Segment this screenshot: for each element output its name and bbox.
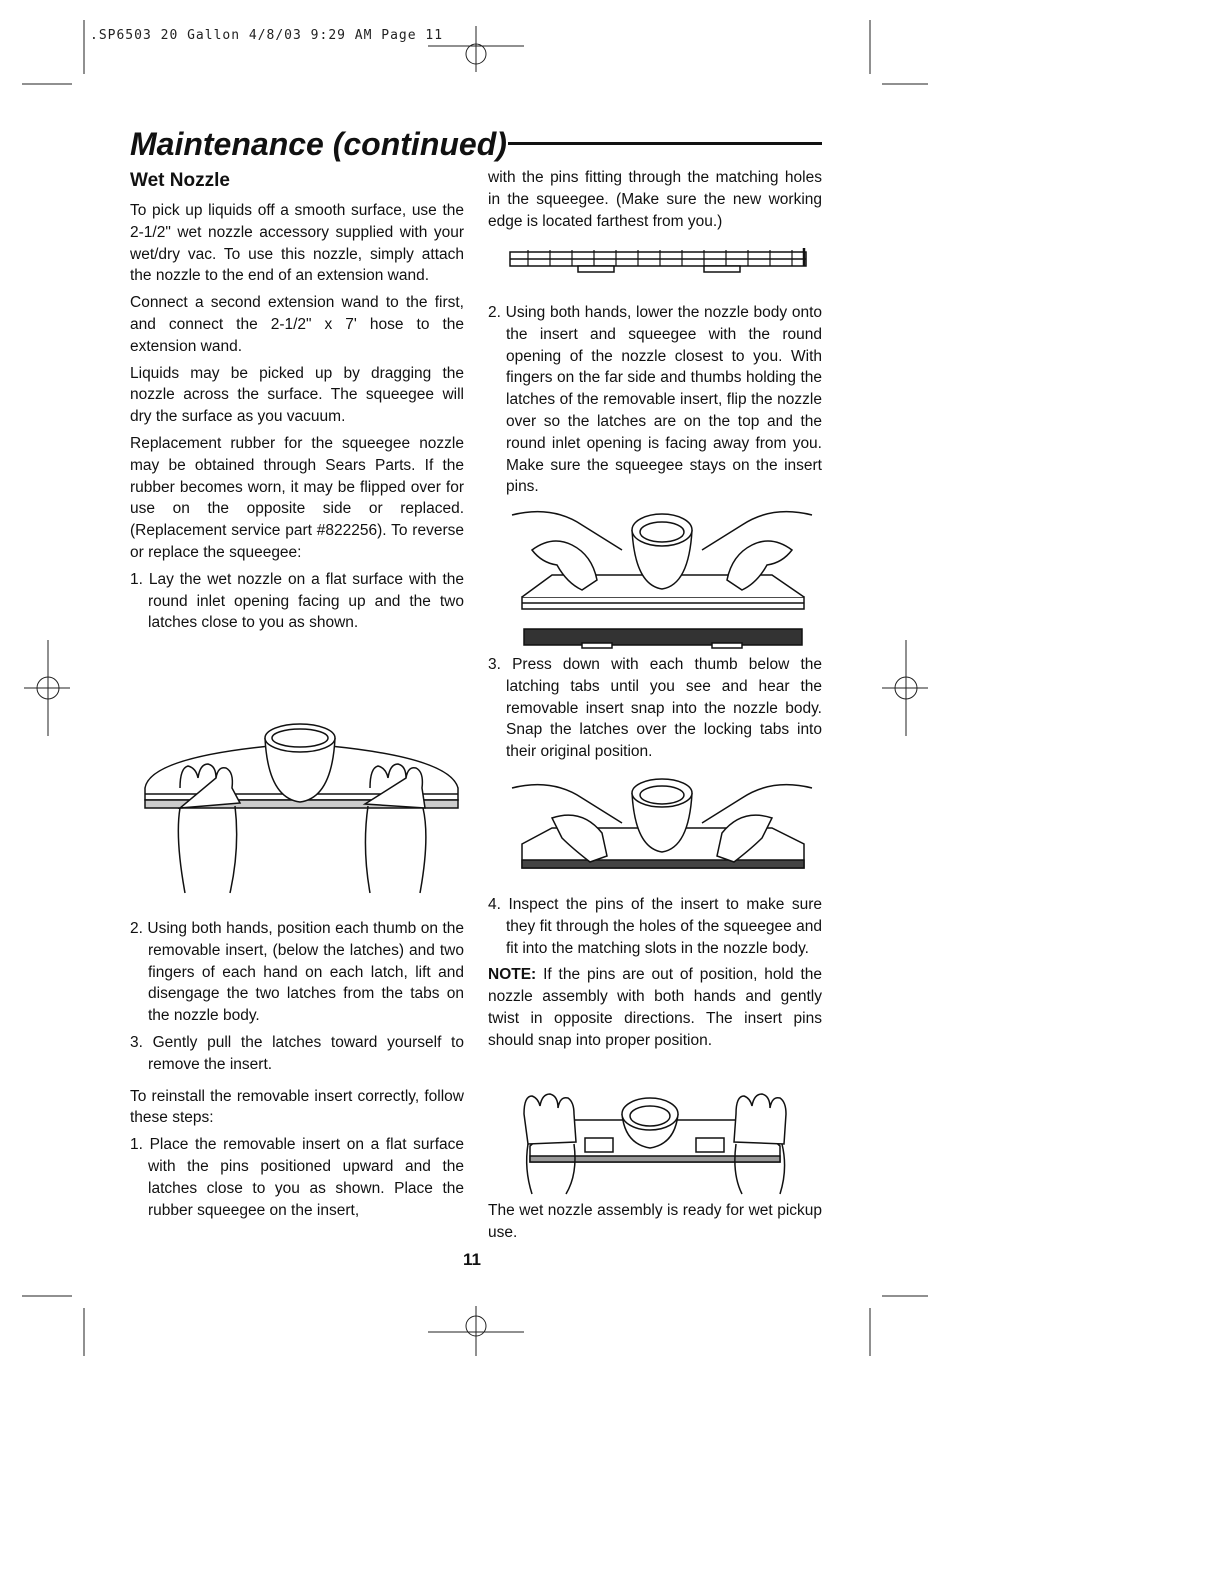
print-slug: .SP6503 20 Gallon 4/8/03 9:29 AM Page 11 xyxy=(90,28,444,43)
right-column-step3 xyxy=(488,654,822,768)
insert-squeegee-figure xyxy=(508,246,808,276)
note-paragraph xyxy=(488,964,822,1051)
step-4-inspect: 4. Inspect the pins of the insert to make sure they fit through the holes of the squeegee and fit into the matching slots in the nozzle body. xyxy=(488,896,822,957)
note-text: If the pins are out of position, hold the nozzle assembly with both hands and gently twist in opposite directions. The insert pins should snap into proper position. xyxy=(488,966,822,1049)
page-title: Maintenance (continued) xyxy=(130,126,507,162)
continuation-paragraph: with the pins fitting through the matching holes in the squeegee. (Make sure the new working edge is located farthest from you.) xyxy=(488,169,822,230)
step-3-pull: 3. Gently pull the latches toward yourself to remove the insert. xyxy=(130,1033,464,1073)
right-column-step2 xyxy=(488,302,822,503)
step-2-lower-nozzle: 2. Using both hands, lower the nozzle body onto the insert and squeegee with the round opening of the nozzle closest to you. With fingers on the far side and thumbs holding the latches of the removable insert, flip the nozzle over so the latches are on the top and the round inlet opening is facing away from you. Make sure the squeegee stays on the insert pins. xyxy=(488,304,822,496)
final-paragraph: The wet nozzle assembly is ready for wet pickup use. xyxy=(488,1202,822,1241)
note-label: NOTE: xyxy=(488,966,537,984)
thumbs-press-figure xyxy=(512,778,812,878)
page-number: 11 xyxy=(463,1250,481,1269)
liquids-paragraph: Liquids may be picked up by dragging the nozzle across the surface. The squeegee will dry the surface as you vacuum. xyxy=(130,364,464,426)
right-column-step4 xyxy=(488,894,822,1057)
section-heading: Wet Nozzle xyxy=(130,170,230,191)
left-column-top xyxy=(130,200,464,639)
intro-paragraph: To pick up liquids off a smooth surface, use the 2-1/2" wet nozzle accessory supplied with your wet/dry vac. To use this nozzle, simply attach the nozzle to the end of an extension wand. xyxy=(130,202,464,285)
reinstall-intro: To reinstall the removable insert correctly, follow these steps: xyxy=(130,1087,464,1127)
right-column-top xyxy=(488,167,822,237)
nozzle-flip-figure xyxy=(512,505,812,650)
reinstall-step-1: 1. Place the removable insert on a flat surface with the pins positioned upward and the latches close to you as shown. Place the rubber squeegee on the insert, xyxy=(130,1136,464,1219)
step-2-latches: 2. Using both hands, position each thumb on the removable insert, (below the latches) and two fingers of each hand on each latch, lift and disengage the two latches from the tabs on the nozzle body. xyxy=(130,920,464,1025)
wet-nozzle-hands-figure xyxy=(140,718,460,893)
nozzle-twist-figure xyxy=(520,1084,790,1196)
replacement-paragraph: Replacement rubber for the squeegee nozzle may be obtained through Sears Parts. If the rubber becomes worn, it may be flipped over for use on the opposite side or replaced. (Replacement service part #822256). To reverse or replace the squeegee: xyxy=(130,434,464,561)
extension-paragraph: Connect a second extension wand to the first, and connect the 2-1/2" x 7' hose to the extension wand. xyxy=(130,294,464,355)
title-rule xyxy=(508,142,822,145)
step-1: 1. Lay the wet nozzle on a flat surface with the round inlet opening facing up and the two latches close to you as shown. xyxy=(130,570,464,632)
right-column-final xyxy=(488,1200,822,1249)
left-column-bottom xyxy=(130,918,464,1226)
step-3-press-down: 3. Press down with each thumb below the latching tabs until you see and hear the removable insert snap into the nozzle body. Snap the latches over the locking tabs into their original position. xyxy=(488,656,822,761)
